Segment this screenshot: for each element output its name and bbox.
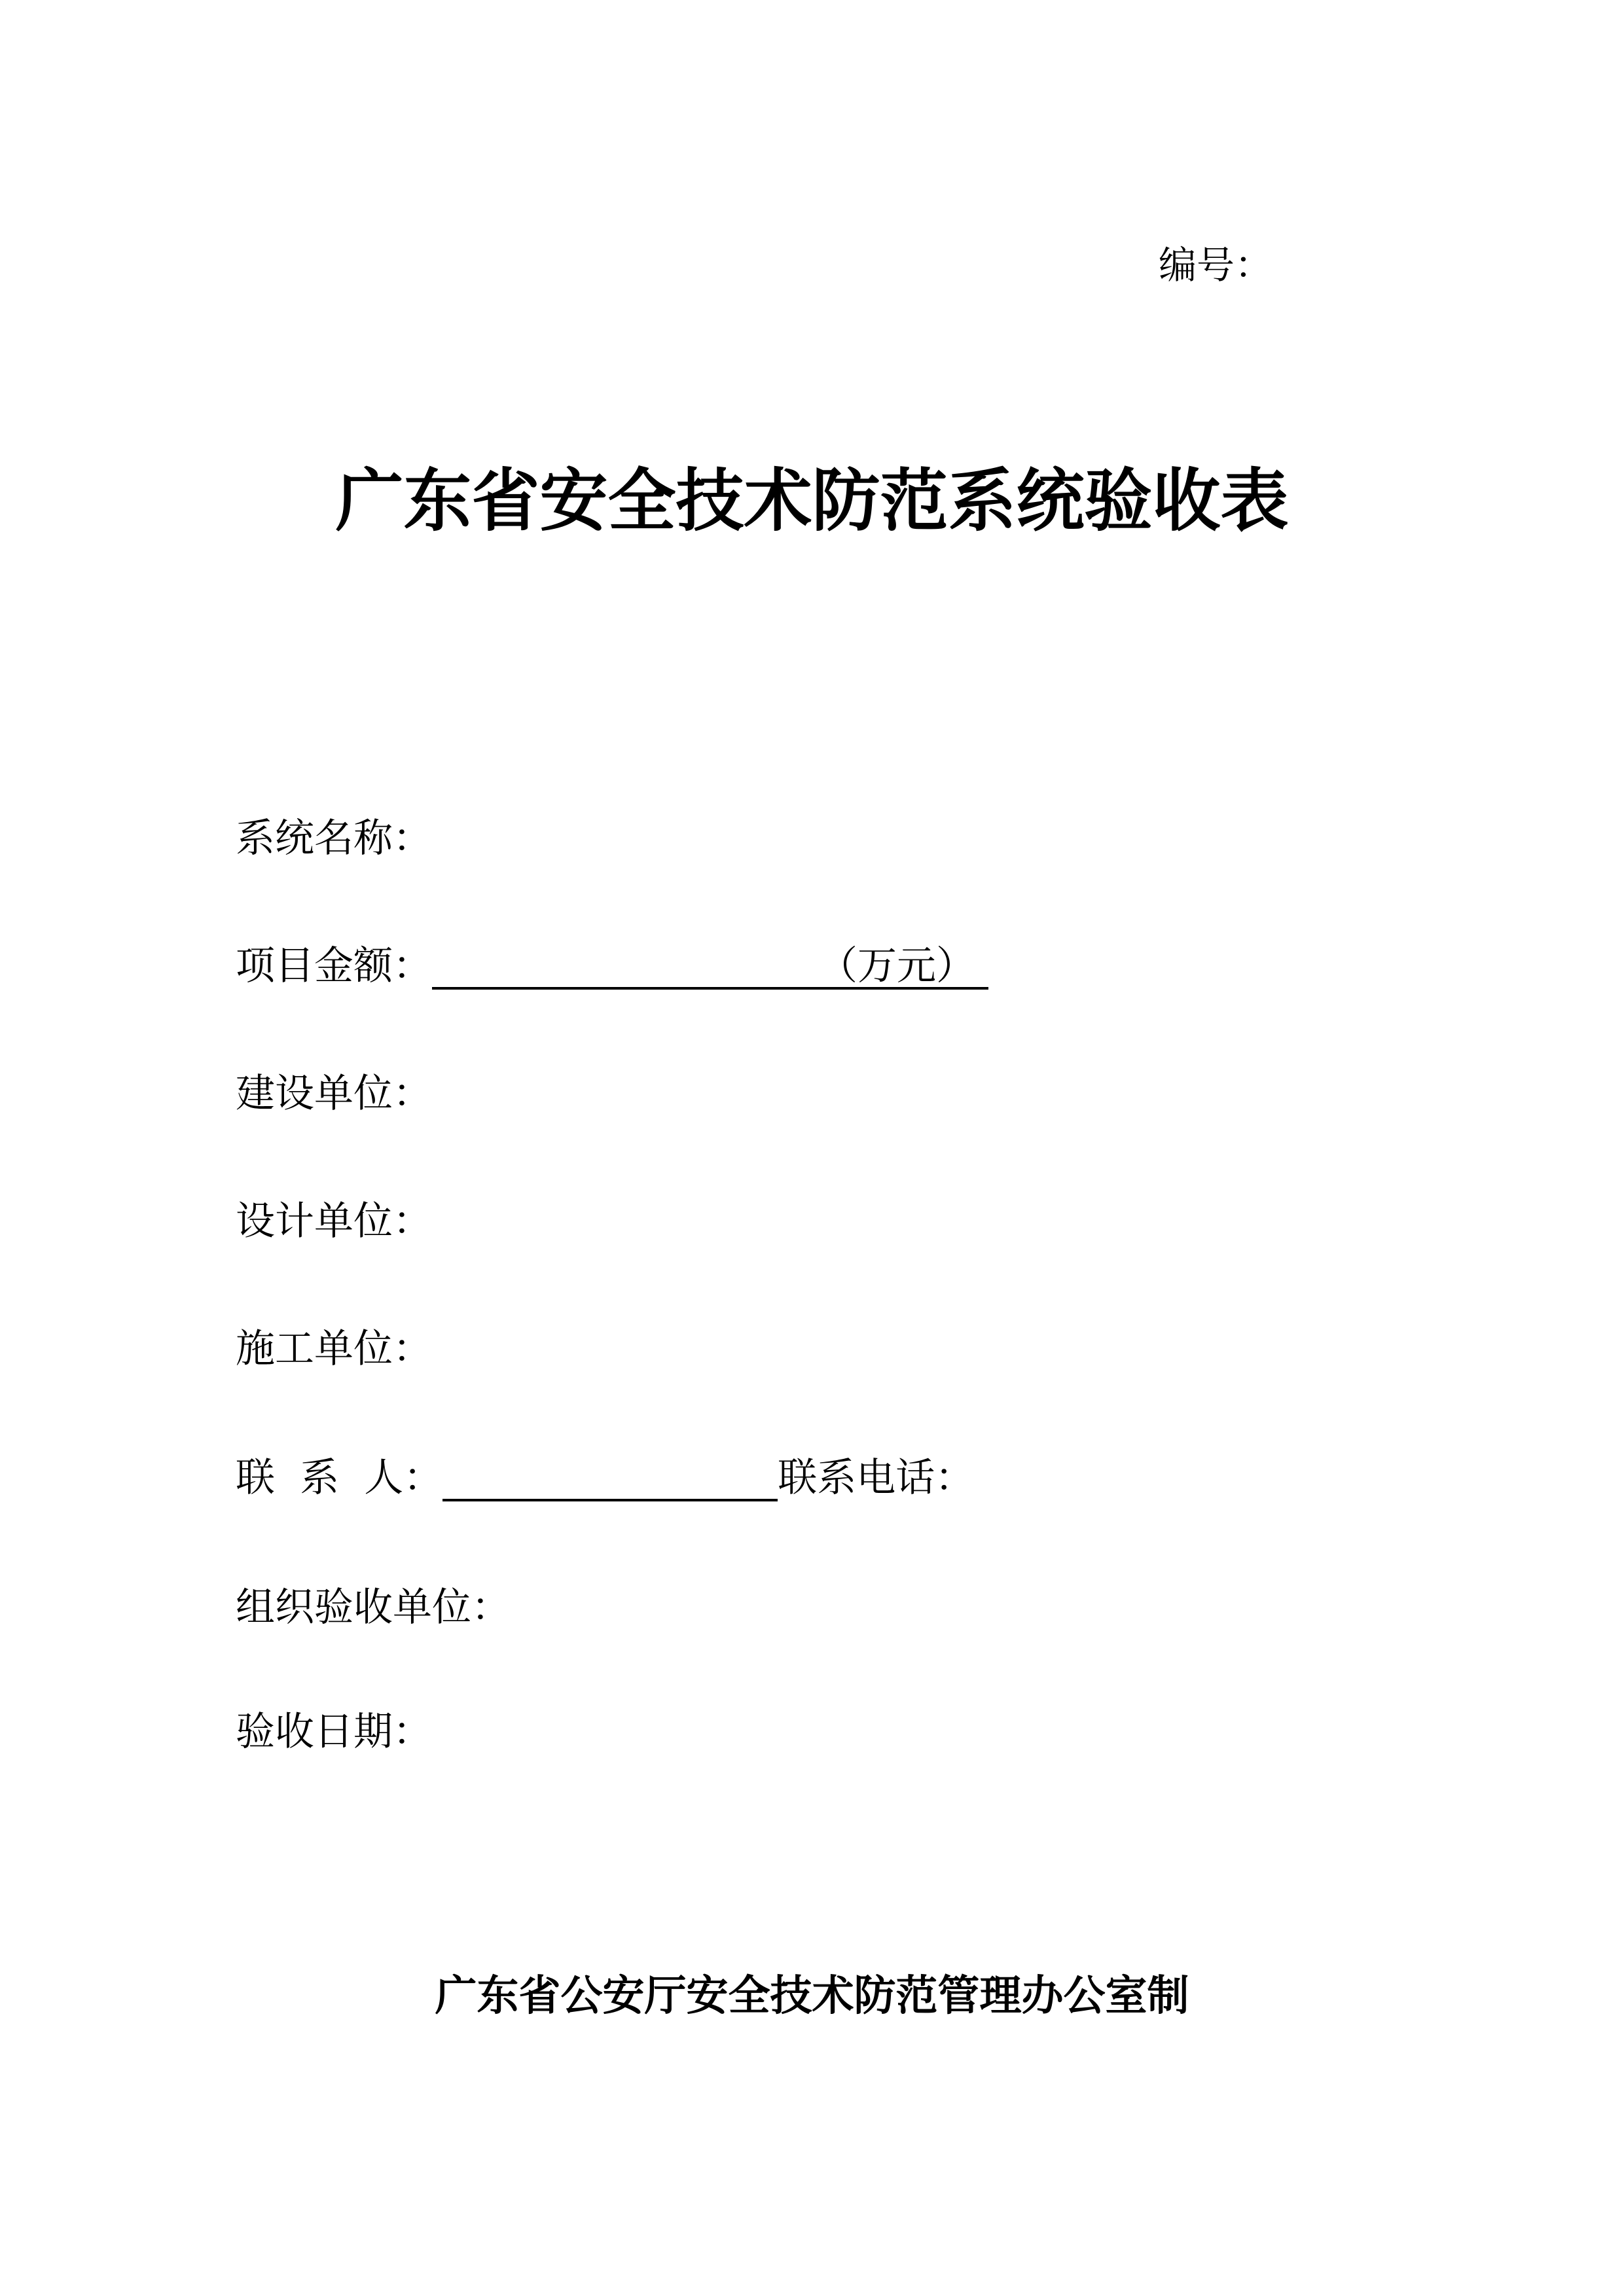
designer-label: 设计单位：	[236, 1198, 432, 1244]
builder-row	[236, 1070, 432, 1117]
constructor-row	[236, 1325, 432, 1372]
acceptance-org-row	[236, 1584, 511, 1631]
system-name-row	[236, 815, 432, 862]
contact-person-label: 联 系 人：	[236, 1455, 443, 1501]
contact-row	[236, 1454, 974, 1501]
project-amount-blank[interactable]	[432, 942, 818, 990]
project-amount-row	[236, 942, 988, 990]
issuing-office: 广东省公安厅安全技术防范管理办公室制	[435, 1972, 1189, 2020]
constructor-label: 施工单位：	[236, 1326, 432, 1372]
designer-row	[236, 1198, 432, 1245]
document-number-label: 编号：	[1159, 243, 1273, 287]
acceptance-org-label: 组织验收单位：	[236, 1585, 511, 1630]
builder-label: 建设单位：	[236, 1071, 432, 1117]
contact-phone-label: 联系电话：	[778, 1455, 975, 1501]
form-title: 广东省安全技术防范系统验收表	[335, 461, 1289, 541]
acceptance-date-label: 验收日期：	[236, 1709, 432, 1755]
acceptance-date-row	[236, 1708, 432, 1755]
amount-unit-label: （万元）	[818, 942, 988, 990]
project-amount-label: 项目金额：	[236, 943, 432, 989]
contact-person-blank[interactable]	[442, 1454, 778, 1501]
system-name-label: 系统名称：	[236, 816, 432, 861]
